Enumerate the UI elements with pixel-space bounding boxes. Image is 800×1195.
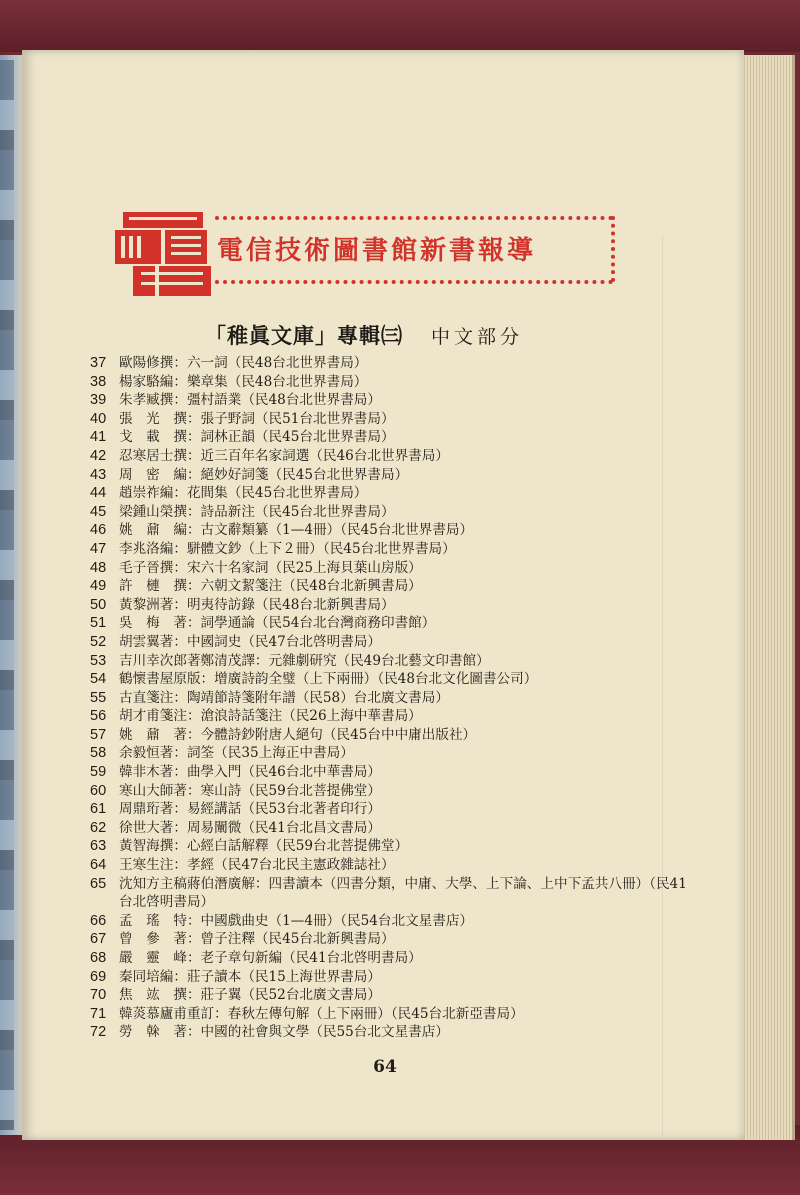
entry-number: 58: [90, 745, 107, 762]
list-item: [90, 912, 690, 931]
banner-border-top: [215, 216, 613, 220]
entry-number: 52: [90, 633, 107, 650]
section-heading: [205, 320, 605, 350]
list-item: [90, 559, 690, 578]
list-item: [90, 521, 690, 540]
entry-number: 44: [90, 485, 107, 502]
entry-text: 張 光 撰：張子野詞（民51台北世界書局）: [119, 410, 395, 427]
entry-number: 37: [90, 355, 107, 371]
entry-number: 66: [90, 912, 107, 929]
entry-number: 63: [90, 838, 107, 855]
list-item: [90, 503, 690, 522]
entry-number: 70: [90, 987, 107, 1004]
list-item: [90, 652, 690, 671]
list-item: [90, 800, 690, 819]
list-item: [90, 540, 690, 559]
entry-text: 忍寒居士撰：近三百年名家詞選（民46台北世界書局）: [119, 447, 449, 464]
list-item: [90, 373, 690, 392]
entry-text: 韓菼慕廬甫重訂：春秋左傳句解（上下兩冊）（民45台北新亞書局）: [119, 1005, 524, 1022]
entry-text: 沈知方主稿蔣伯潛廣解：四書讀本（四書分類，中庸、大學、上下論、上中下孟共八冊）（民41台北啓明書局）: [119, 875, 687, 911]
entry-number: 38: [90, 373, 107, 390]
book-list: [90, 354, 690, 1042]
entry-number: 59: [90, 764, 107, 781]
entry-text: 許 槤 撰：六朝文絜箋注（民48台北新興書局）: [119, 578, 422, 595]
entry-text: 李兆洛編：駢體文鈔（上下２冊）（民45台北世界書局）: [119, 540, 456, 557]
entry-number: 53: [90, 652, 107, 669]
entry-number: 39: [90, 392, 107, 409]
entry-number: 41: [90, 429, 107, 446]
list-item: [90, 707, 690, 726]
entry-number: 64: [90, 857, 107, 874]
list-item: [90, 410, 690, 429]
list-item: [90, 763, 690, 782]
entry-number: 71: [90, 1005, 107, 1022]
list-item: [90, 466, 690, 485]
entry-text: 韓非木著：曲學入門（民46台北中華書局）: [119, 764, 381, 781]
entry-number: 47: [90, 540, 107, 557]
entry-text: 余毅恒著：詞筌（民35上海正中書局）: [119, 745, 354, 762]
entry-text: 曾 參 著：曾子注釋（民45台北新興書局）: [119, 931, 395, 948]
entry-number: 72: [90, 1024, 107, 1041]
entry-number: 42: [90, 447, 107, 464]
list-item: [90, 428, 690, 447]
entry-text: 鶴懷書屋原版：增廣詩韵全璧（上下兩冊）（民48台北文化圖書公司）: [119, 671, 538, 688]
list-item: [90, 726, 690, 745]
banner-title: 電信技術圖書館新書報導: [217, 236, 537, 266]
list-item: [90, 837, 690, 856]
entry-text: 歐陽修撰：六一詞（民48台北世界書局）: [119, 355, 368, 371]
entry-text: 胡才甫箋注：滄浪詩話箋注（民26上海中華書局）: [119, 708, 422, 725]
list-item: [90, 949, 690, 968]
entry-number: 61: [90, 801, 107, 818]
entry-number: 65: [90, 875, 107, 892]
entry-number: 48: [90, 559, 107, 576]
entry-number: 51: [90, 615, 107, 632]
entry-text: 寒山大師著：寒山詩（民59台北菩提佛堂）: [119, 782, 381, 799]
list-item: [90, 782, 690, 801]
list-item: [90, 986, 690, 1005]
entry-number: 68: [90, 950, 107, 966]
entry-text: 梁鍾山榮撰：詩品新注（民45台北世界書局）: [119, 503, 395, 520]
entry-number: 50: [90, 596, 107, 613]
list-item: [90, 1023, 690, 1042]
library-banner: [115, 208, 615, 304]
page-stack-edge: [742, 55, 795, 1140]
entry-text: 周鼎珩著：易經講話（民53台北著者印行）: [119, 801, 381, 818]
section-subtitle: 中文部分: [431, 326, 524, 348]
list-item: [90, 670, 690, 689]
list-item: [90, 577, 690, 596]
entry-text: 秦同培編：莊子讀本（民15上海世界書局）: [119, 968, 381, 985]
entry-text: 朱孝臧撰：彊村語業（民48台北世界書局）: [119, 392, 381, 409]
entry-text: 毛子晉撰：宋六十名家詞（民25上海貝葉山房版）: [119, 559, 422, 576]
entry-number: 57: [90, 726, 107, 743]
entry-number: 43: [90, 466, 107, 483]
list-item: [90, 447, 690, 466]
banner-border-right: [611, 216, 615, 282]
book-binding-top: [0, 0, 800, 52]
entry-text: 吉川幸次郎著鄭清茂譯：元雜劇研究（民49台北藝文印書館）: [119, 652, 490, 669]
entry-text: 楊家駱編：樂章集（民48台北世界書局）: [119, 373, 368, 390]
list-item: [90, 1005, 690, 1024]
list-item: [90, 354, 690, 373]
entry-text: 姚 鼐 編：古文辭類纂（1—4冊）（民45台北世界書局）: [119, 522, 474, 539]
entry-number: 54: [90, 671, 107, 688]
entry-number: 49: [90, 578, 107, 595]
page-number: 64: [373, 1057, 397, 1077]
entry-text: 姚 鼐 著：今體詩鈔附唐人絕句（民45台中中庸出版社）: [119, 726, 477, 743]
list-item: [90, 596, 690, 615]
entry-number: 69: [90, 968, 107, 985]
list-item: [90, 875, 690, 912]
list-item: [90, 689, 690, 708]
list-item: [90, 819, 690, 838]
entry-text: 焦 竑 撰：莊子翼（民52台北廣文書局）: [119, 987, 381, 1004]
entry-text: 趙崇祚編：花間集（民45台北世界書局）: [119, 485, 368, 502]
entry-number: 62: [90, 819, 107, 836]
list-item: [90, 391, 690, 410]
entry-text: 嚴 靈 峰：老子章句新編（民41台北啓明書局）: [119, 950, 422, 966]
section-title: 「稚眞文庫」專輯㈢: [205, 323, 403, 348]
entry-text: 徐世大著：周易闡微（民41台北昌文書局）: [119, 819, 381, 836]
entry-text: 吳 梅 著：詞學通論（民54台北台灣商務印書館）: [119, 615, 436, 632]
entry-number: 45: [90, 503, 107, 520]
entry-text: 古直箋注：陶靖節詩箋附年譜（民58）台北廣文書局）: [119, 689, 449, 706]
entry-number: 40: [90, 410, 107, 427]
entry-text: 孟 瑤 特：中國戲曲史（1—4冊）（民54台北文星書店）: [119, 912, 474, 929]
list-item: [90, 856, 690, 875]
list-item: [90, 484, 690, 503]
list-item: [90, 968, 690, 987]
list-item: [90, 744, 690, 763]
entry-number: 46: [90, 522, 107, 539]
entry-text: 王寒生注：孝經（民47台北民主憲政雜誌社）: [119, 857, 395, 874]
stacked-books-icon: [115, 208, 215, 304]
entry-text: 勞 榦 著：中國的社會與文學（民55台北文星書店）: [119, 1024, 449, 1041]
entry-text: 黃智海撰：心經白話解釋（民59台北菩提佛堂）: [119, 838, 409, 855]
entry-number: 56: [90, 708, 107, 725]
list-item: [90, 633, 690, 652]
banner-border-bottom: [215, 280, 613, 284]
list-item: [90, 614, 690, 633]
list-item: [90, 930, 690, 949]
entry-number: 60: [90, 782, 107, 799]
entry-number: 55: [90, 689, 107, 706]
entry-text: 戈 載 撰：詞林正韻（民45台北世界書局）: [119, 429, 395, 446]
entry-text: 周 密 編：絕妙好詞箋（民45台北世界書局）: [119, 466, 409, 483]
entry-number: 67: [90, 931, 107, 948]
entry-text: 胡雲翼著：中國詞史（民47台北啓明書局）: [119, 633, 381, 650]
left-page-print: [0, 60, 14, 1130]
entry-text: 黃黎洲著：明夷待訪錄（民48台北新興書局）: [119, 596, 395, 613]
